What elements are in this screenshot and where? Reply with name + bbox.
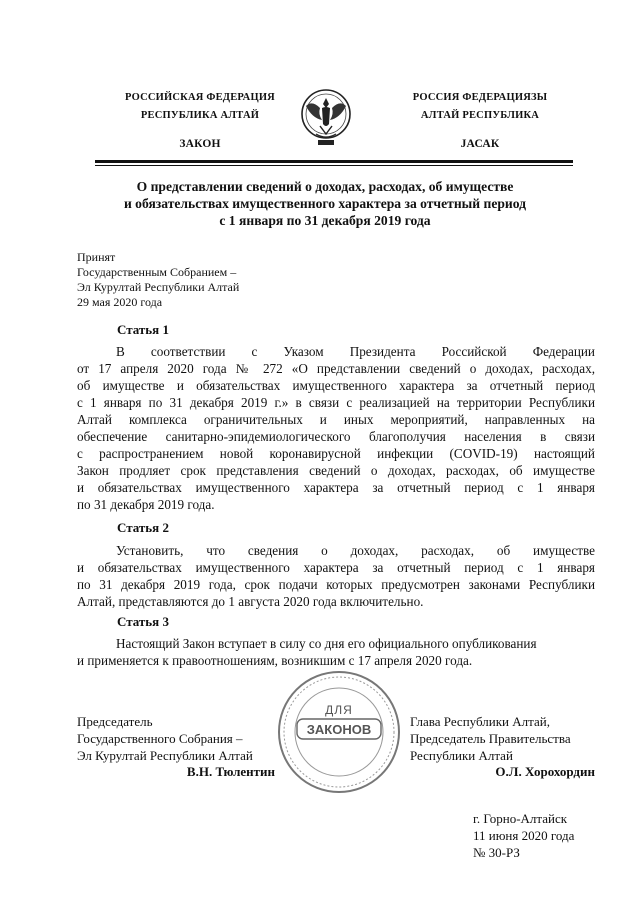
document-title — [60, 178, 590, 229]
place-city: г. Горно-Алтайск — [473, 811, 568, 826]
text-line: с распространением новой коронавирусной инфекции (COVID-19) настоящий — [77, 446, 595, 461]
signature-right-position: Глава Республики Алтай, — [410, 714, 550, 729]
title-line: О представлении сведений о доходах, расходах, об имуществе — [136, 179, 514, 194]
text-line: с 1 января по 31 декабря 2019 г.» в связи с реализацией на территории Республики — [77, 395, 595, 410]
text-line: по 31 декабря 2019 года, срок подачи которых предусмотрен законами Республики — [77, 577, 595, 592]
title-line: и обязательствах имущественного характера за отчетный период — [123, 196, 527, 211]
adoption-date: 29 мая 2020 года — [77, 295, 163, 309]
signature-right-position: Республики Алтай — [410, 748, 513, 763]
text-line: Алтай комплекса ограничительных и иных мероприятий, направленных на — [77, 412, 595, 427]
signature-right-position: Председатель Правительства — [410, 731, 571, 746]
header-rule-thick — [95, 160, 573, 163]
text-line: и применяется к правоотношениям, возникшим с 17 апреля 2020 года. — [77, 653, 473, 668]
header-left-republic: РЕСПУБЛИКА АЛТАЙ — [140, 110, 260, 121]
official-stamp — [275, 668, 403, 796]
signature-right — [410, 713, 571, 764]
header-right-republic: АЛТАЙ РЕСПУБЛИКА — [420, 110, 540, 121]
adoption-note — [77, 250, 239, 310]
header-right-country: РОССИЯ ФЕДЕРАЦИЯЗЫ — [412, 92, 548, 103]
text-line: об имуществе и обязательствах имущественного характера за отчетный период — [77, 378, 595, 393]
article-1-heading: Статья 1 — [117, 322, 169, 337]
text-line: Алтай, представляются до 1 августа 2020 года включительно. — [77, 594, 424, 609]
signature-left-position: Государственного Собрания – — [77, 731, 243, 746]
adoption-line: Принят — [77, 250, 116, 264]
article-3-heading: Статья 3 — [117, 614, 169, 629]
text-line: и обязательствах имущественного характера за отчетный период с 1 января — [77, 560, 595, 575]
stamp-line-1: ДЛЯ — [325, 703, 353, 717]
header-right-law: JАСАК — [460, 138, 500, 150]
article-2-text — [77, 542, 595, 610]
place-date: 11 июня 2020 года — [473, 828, 575, 843]
adoption-line: Эл Курултай Республики Алтай — [77, 280, 240, 294]
text-line: В соответствии с Указом Президента Российской Федерации — [116, 344, 595, 359]
text-line: Установить, что сведения о доходах, расходах, об имуществе — [116, 543, 595, 558]
coat-of-arms-emblem-icon — [298, 84, 354, 148]
text-line: обеспечение санитарно-эпидемиологического благополучия населения в связи — [77, 429, 595, 444]
header-rule-thin — [95, 165, 573, 166]
signature-left-name: В.Н. Тюлентин — [186, 764, 275, 779]
text-line: Закон продляет срок представления сведений о доходах, расходах, об имуществе — [77, 463, 595, 478]
article-2-heading: Статья 2 — [117, 520, 169, 535]
signature-right-name-block — [410, 763, 595, 780]
text-line: от 17 апреля 2020 года № 272 «О представлении сведений о доходах, расходах, — [77, 361, 595, 376]
article-1-text — [77, 343, 595, 513]
article-3-text — [77, 635, 595, 669]
signature-left-position: Председатель — [77, 714, 153, 729]
text-line: по 31 декабря 2019 года. — [77, 497, 215, 512]
title-line: с 1 января по 31 декабря 2019 года — [219, 213, 431, 228]
law-number: № 30-РЗ — [473, 845, 520, 860]
signature-left-position: Эл Курултай Республики Алтай — [77, 748, 253, 763]
text-line: Настоящий Закон вступает в силу со дня его официального опубликования — [116, 636, 537, 651]
header-left-country: РОССИЙСКАЯ ФЕДЕРАЦИЯ — [125, 92, 275, 103]
signature-left-name-block — [77, 763, 275, 780]
document-footer — [473, 810, 574, 861]
header-left-law: ЗАКОН — [179, 138, 221, 150]
signature-left — [77, 713, 253, 764]
stamp-line-2: ЗАКОНОВ — [306, 722, 372, 737]
signature-right-name: О.Л. Хорохордин — [495, 764, 595, 779]
text-line: и обязательствах имущественного характера за отчетный период с 1 января — [77, 480, 595, 495]
adoption-line: Государственным Собранием – — [77, 265, 237, 279]
